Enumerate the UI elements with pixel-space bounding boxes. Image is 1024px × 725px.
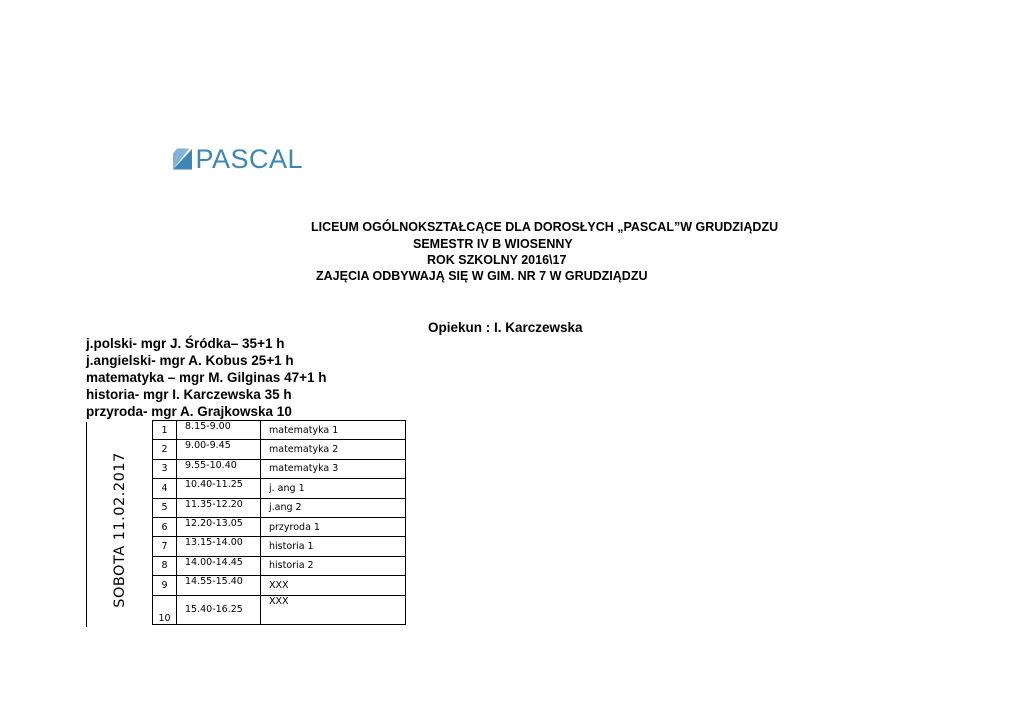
table-row xyxy=(153,537,406,556)
lesson-subject: j.ang 2 xyxy=(261,498,406,517)
table-row xyxy=(153,479,406,498)
lesson-time: 14.00-14.45 xyxy=(177,556,261,575)
lesson-time: 13.15-14.00 xyxy=(177,537,261,556)
lesson-number: 4 xyxy=(153,479,177,498)
table-row xyxy=(153,576,406,595)
lesson-number: 1 xyxy=(153,421,177,440)
teacher-line: j.angielski- mgr A. Kobus 25+1 h xyxy=(86,353,294,368)
schedule-table xyxy=(152,420,406,625)
day-label xyxy=(98,437,142,623)
lesson-number: 9 xyxy=(153,576,177,595)
lesson-subject: historia 2 xyxy=(261,556,406,575)
teacher-line: matematyka – mgr M. Gilginas 47+1 h xyxy=(86,370,327,385)
table-row xyxy=(153,440,406,459)
lesson-number: 6 xyxy=(153,517,177,536)
lesson-number: 10 xyxy=(153,595,177,624)
lesson-number: 3 xyxy=(153,459,177,478)
table-row xyxy=(153,459,406,478)
table-row xyxy=(153,595,406,624)
lesson-time: 9.00-9.45 xyxy=(177,440,261,459)
table-row xyxy=(153,498,406,517)
teacher-line: j.polski- mgr J. Śródka– 35+1 h xyxy=(86,336,285,351)
table-row xyxy=(153,421,406,440)
lesson-subject: matematyka 3 xyxy=(261,459,406,478)
lesson-subject: XXX xyxy=(261,595,406,624)
lesson-time: 14.55-15.40 xyxy=(177,576,261,595)
table-row xyxy=(153,517,406,536)
lesson-number: 8 xyxy=(153,556,177,575)
pascal-logo xyxy=(173,143,303,175)
teacher-line: przyroda- mgr A. Grajkowska 10 xyxy=(86,404,292,419)
school-year-heading: ROK SZKOLNY 2016\17 xyxy=(427,253,567,267)
semester-heading: SEMESTR IV B WIOSENNY xyxy=(413,237,573,251)
lesson-subject: j. ang 1 xyxy=(261,479,406,498)
lesson-subject: matematyka 1 xyxy=(261,421,406,440)
day-label-text: SOBOTA 11.02.2017 xyxy=(112,452,129,608)
lesson-time: 8.15-9.00 xyxy=(177,421,261,440)
lesson-subject: przyroda 1 xyxy=(261,517,406,536)
lesson-subject: historia 1 xyxy=(261,537,406,556)
table-row xyxy=(153,556,406,575)
lesson-number: 7 xyxy=(153,537,177,556)
teacher-line: historia- mgr I. Karczewska 35 h xyxy=(86,387,292,402)
table-left-border xyxy=(86,422,87,627)
school-name-heading: LICEUM OGÓLNOKSZTAŁCĄCE DLA DOROSŁYCH „PASCAL”W GRUDZIĄDZU xyxy=(311,220,779,234)
lesson-time: 9.55-10.40 xyxy=(177,459,261,478)
lesson-number: 2 xyxy=(153,440,177,459)
lesson-subject: XXX xyxy=(261,576,406,595)
lesson-time: 10.40-11.25 xyxy=(177,479,261,498)
lesson-time: 12.20-13.05 xyxy=(177,517,261,536)
lesson-time: 15.40-16.25 xyxy=(177,595,261,624)
lesson-number: 5 xyxy=(153,498,177,517)
guardian-label: Opiekun : I. Karczewska xyxy=(428,320,583,335)
lesson-subject: matematyka 2 xyxy=(261,440,406,459)
lesson-time: 11.35-12.20 xyxy=(177,498,261,517)
location-heading: ZAJĘCIA ODBYWAJĄ SIĘ W GIM. NR 7 W GRUDZIĄDZU xyxy=(316,269,648,283)
pascal-logo-mark xyxy=(173,146,192,172)
pascal-logo-text: PASCAL xyxy=(195,143,303,174)
